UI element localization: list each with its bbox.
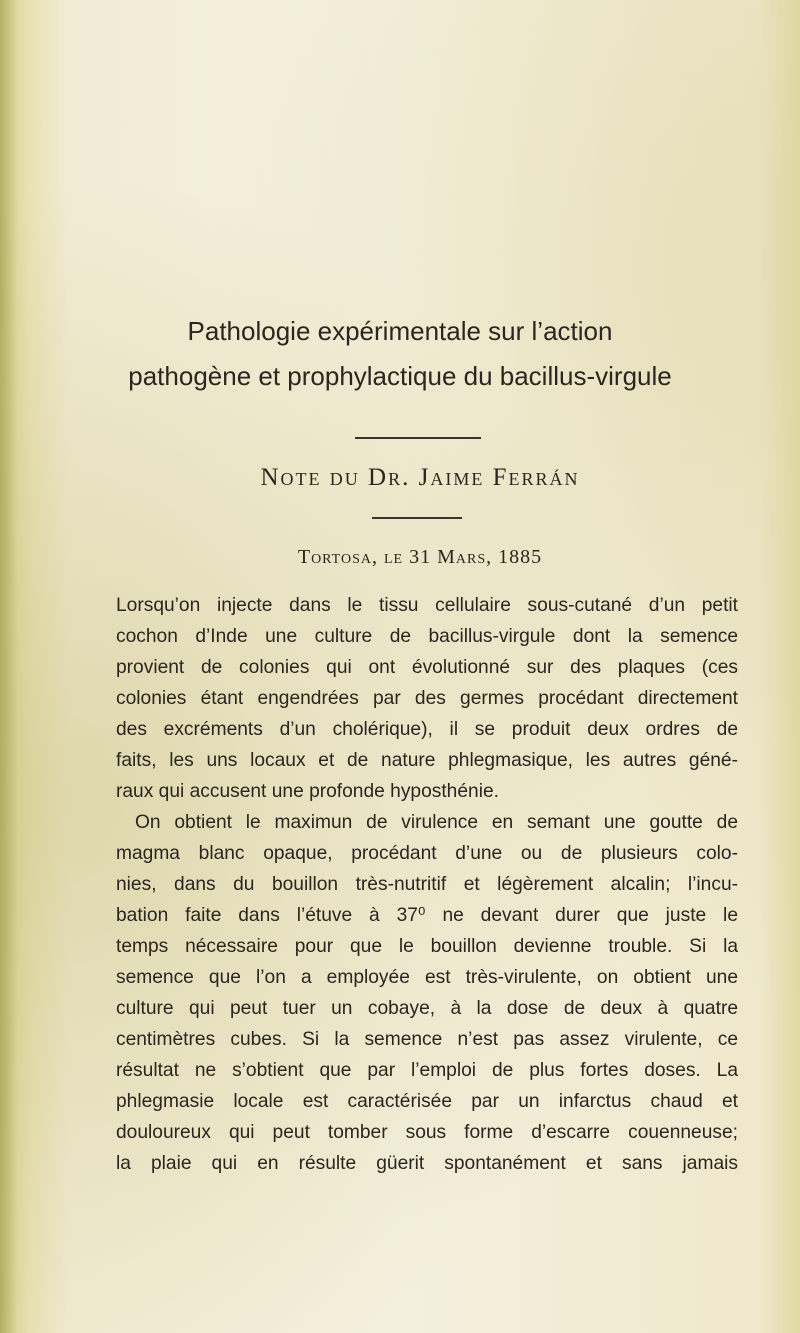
body-line: Lorsqu’on injecte dans le tissu cellulaire sous-cutané d’un petit [116,595,738,616]
body-line: faits, les uns locaux et de nature phlegmasique, les autres géné- [116,750,738,771]
body-line: semence que l’on a employée est très-virulente, on obtient une [116,967,738,988]
body-line: bation faite dans l’étuve à 37⁰ ne devant durer que juste le [116,905,738,926]
body-line: phlegmasie locale est caractérisée par un infarctus chaud et [116,1091,738,1112]
author-line: Note du Dr. Jaime Ferrán [260,464,580,491]
body-line: colonies étant engendrées par des germes procédant directement [116,688,738,709]
body-line: des excréments d’un cholérique), il se produit deux ordres de [116,719,738,740]
body-line: résultat ne s’obtient que par l’emploi de plus fortes doses. La [116,1060,738,1081]
body-line: culture qui peut tuer un cobaye, à la dose de deux à quatre [116,998,738,1019]
body-line: raux qui accusent une profonde hyposthénie. [116,781,499,802]
title-line-2: pathogène et prophylactique du bacillus-virgule [128,361,672,391]
body-line: temps nécessaire pour que le bouillon devienne trouble. Si la [116,936,738,957]
body-line: centimètres cubes. Si la semence n’est pas assez virulente, ce [116,1029,738,1050]
body-line: la plaie qui en résulte güerit spontanément et sans jamais [116,1153,738,1174]
page-edge-shadow [0,0,18,1333]
title-divider [355,437,481,439]
body-line: On obtient le maximun de virulence en semant une goutte de [135,812,738,833]
body-line: magma blanc opaque, procédant d’une ou de plusieurs colo- [116,843,738,864]
title-line-1: Pathologie expérimentale sur l’action [187,316,613,346]
body-line: douloureux qui peut tomber sous forme d’escarre couenneuse; [116,1122,738,1143]
dateline: Tortosa, le 31 Mars, 1885 [297,546,543,568]
body-line: provient de colonies qui ont évolutionné sur des plaques (ces [116,657,738,678]
body-line: cochon d’Inde une culture de bacillus-virgule dont la semence [116,626,738,647]
body-line: nies, dans du bouillon très-nutritif et légèrement alcalin; l’incu- [116,874,738,895]
author-divider [372,517,462,519]
